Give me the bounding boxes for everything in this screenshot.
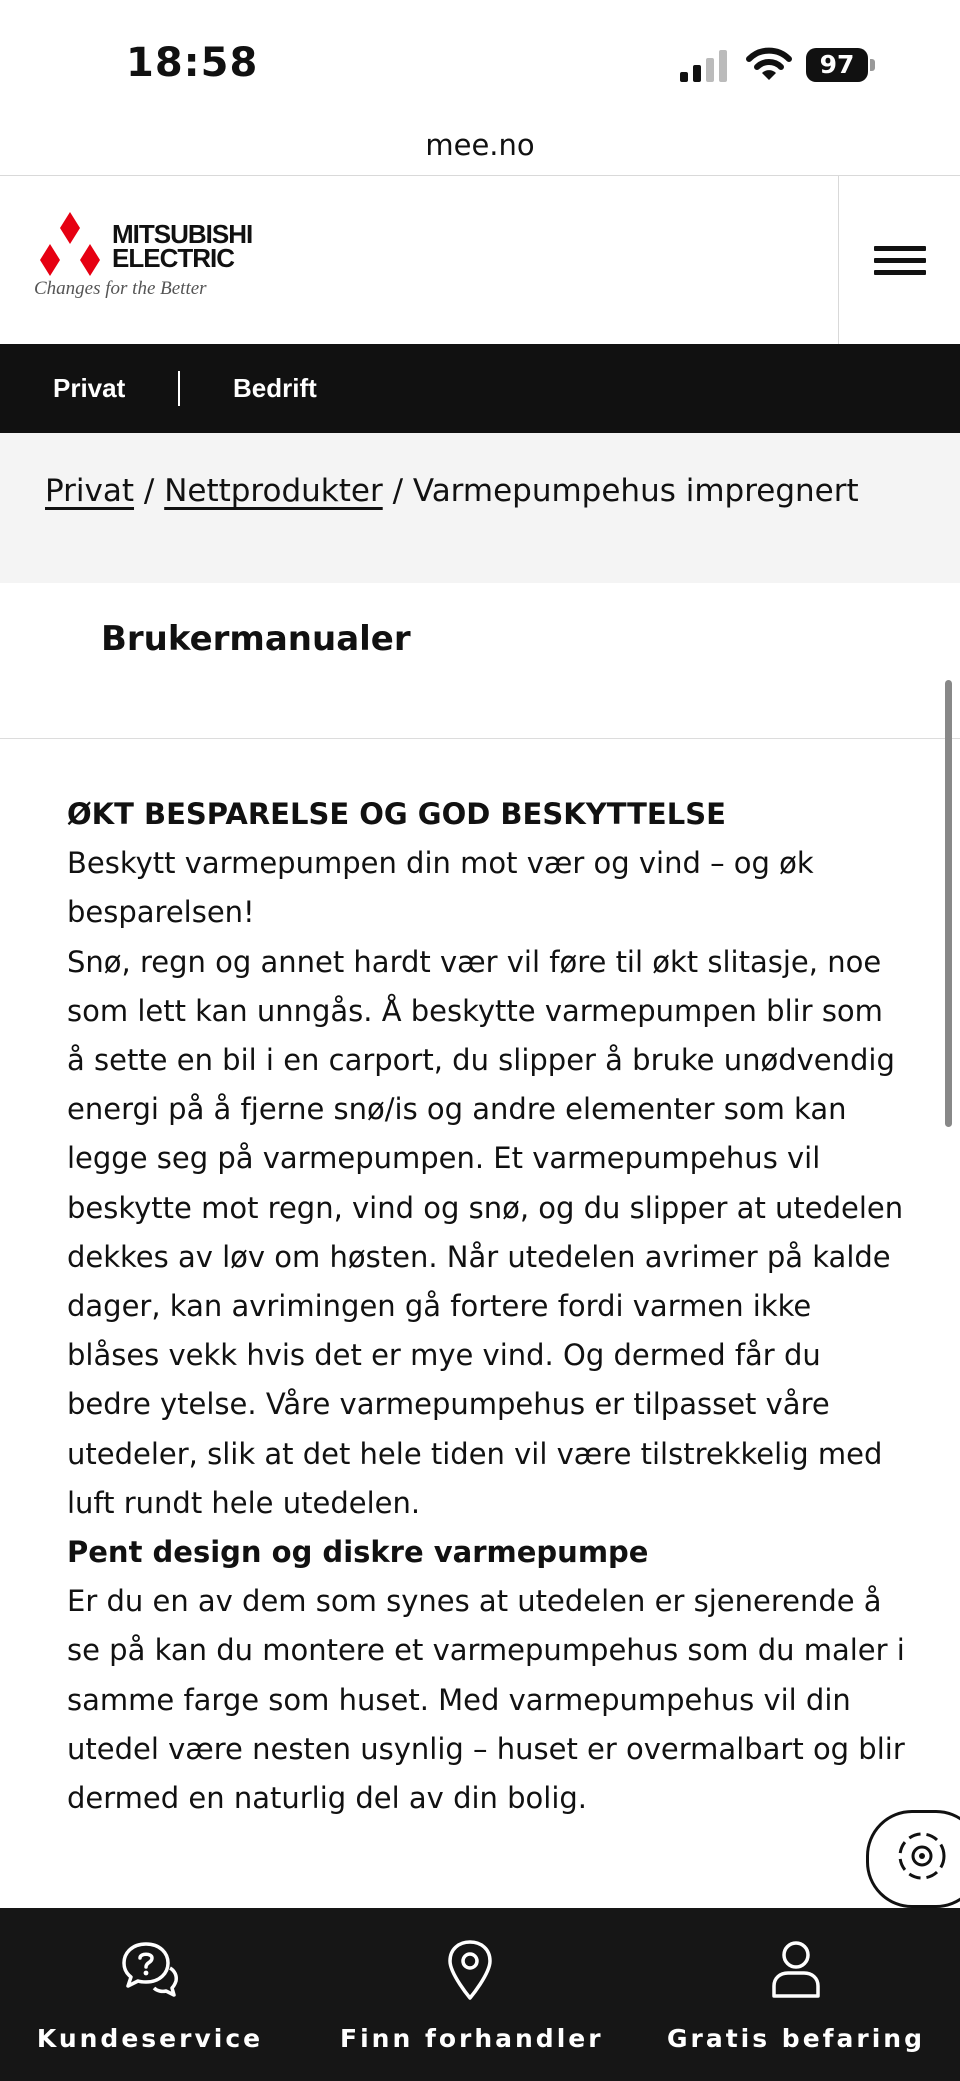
content-heading: Pent design og diskre varmepumpe: [67, 1535, 649, 1570]
mitsubishi-electric-logo[interactable]: [34, 212, 264, 312]
tab-brukermanualer[interactable]: [0, 583, 960, 739]
content-paragraph: Er du en av dem som synes at utedelen er sjenerende å se på kan du montere et varmepumpehus som du maler i samme farge som huset. Med varmepumpehus vil din utedel være nesten usynlig – huset er overmalbart og blir dermed en naturlig del av din bolig.: [67, 1584, 905, 1816]
breadcrumb-privat[interactable]: Privat: [45, 473, 135, 509]
accessibility-button[interactable]: [866, 1810, 960, 1908]
nav-label: Finn forhandler: [340, 2024, 604, 2053]
bottom-nav: [0, 1908, 960, 2081]
status-time: 18:58: [126, 40, 259, 86]
nav-kundeservice[interactable]: [20, 1908, 280, 2081]
menu-button[interactable]: [838, 176, 960, 344]
nav-finn-forhandler[interactable]: [340, 1908, 604, 2081]
segment-divider: [178, 371, 180, 406]
nav-gratis-befaring[interactable]: [666, 1908, 926, 2081]
battery-level: 97: [806, 48, 868, 82]
segment-bedrift[interactable]: Bedrift: [233, 373, 317, 403]
user-icon: [766, 1938, 826, 2002]
status-bar: [0, 0, 960, 162]
breadcrumb-nettprodukter[interactable]: Nettprodukter: [164, 473, 383, 509]
content-paragraph: Snø, regn og annet hardt vær vil føre til økt slitasje, noe som lett kan unngås. Å beskytte varmepumpen blir som å sette en bil i en carport, du slipper å bruke unødvendig energi på å fjerne snø/is og andre elementer som kan legge seg på varmepumpen. Et varmepumpehus vil beskytte mot regn, vind og snø, og du slipper at utedelen dekkes av løv om høsten. Når utedelen avrimer på kalde dager, kan avrimingen gå fortere fordi varmen ikke blåses vekk hvis det er mye vind. Og dermed får du bedre ytelse. Våre varmepumpehus er tilpasset våre utedeler, slik at det hele tiden vil være tilstrekkelig med luft rundt hele utedelen.: [67, 944, 904, 1520]
location-pin-icon: [440, 1938, 500, 2002]
three-diamonds-icon: [34, 212, 106, 276]
wifi-icon: [746, 46, 792, 82]
breadcrumb: [0, 433, 960, 583]
site-header: [0, 175, 960, 344]
breadcrumb-separator: /: [392, 473, 404, 509]
product-description: [67, 790, 907, 1823]
segment-nav: [0, 344, 960, 433]
tab-label: Brukermanualer: [101, 619, 411, 659]
scrollbar[interactable]: [945, 680, 952, 1127]
nav-label: Gratis befaring: [666, 2024, 925, 2053]
cellular-signal-icon: [680, 50, 730, 82]
url-bar[interactable]: mee.no: [425, 128, 535, 162]
logo-wordmark: MITSUBISHI ELECTRIC: [112, 219, 253, 273]
nav-label: Kundeservice: [36, 2024, 264, 2053]
battery-icon: [806, 48, 874, 82]
content-heading: ØKT BESPARELSE OG GOD BESKYTTELSE: [67, 797, 726, 831]
accessibility-icon: [891, 1825, 953, 1887]
segment-privat[interactable]: Privat: [53, 373, 126, 403]
breadcrumb-current: Varmepumpehus impregnert: [412, 473, 859, 509]
content-paragraph: Beskytt varmepumpen din mot vær og vind – og øk besparelsen!: [67, 846, 814, 930]
hamburger-icon: [874, 239, 926, 282]
logo-tagline: Changes for the Better: [34, 278, 207, 299]
breadcrumb-separator: /: [143, 473, 155, 509]
chat-question-icon: [120, 1938, 180, 2002]
